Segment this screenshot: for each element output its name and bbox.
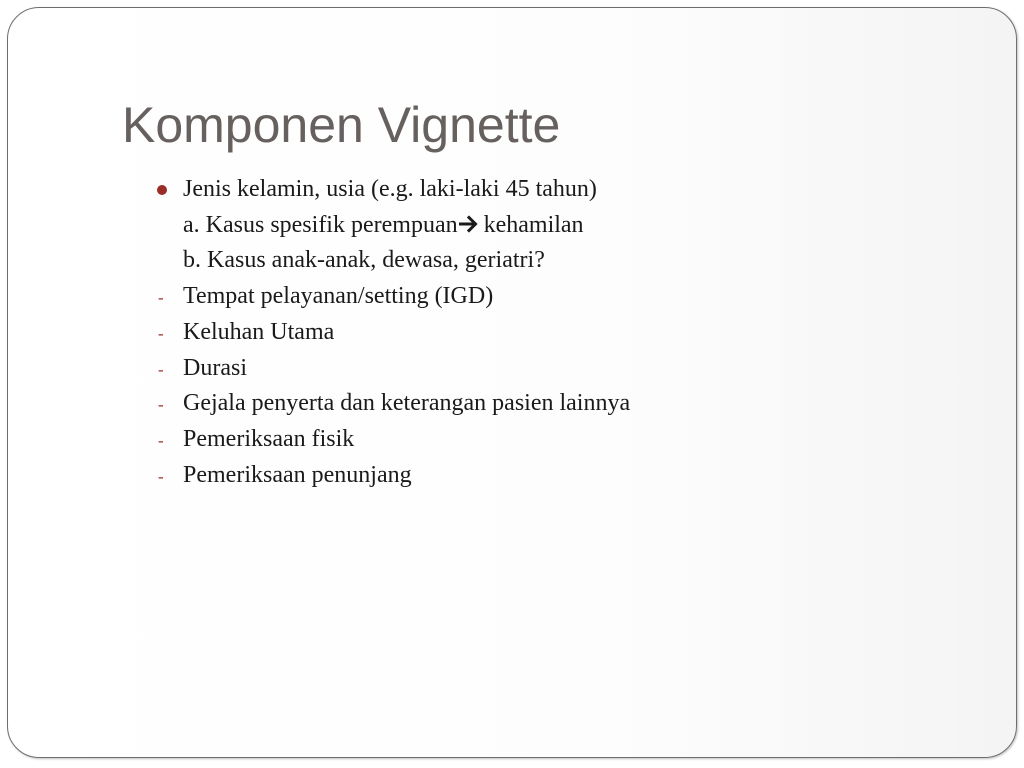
sub-item-a	[183, 208, 916, 244]
sub-item-b: b. Kasus anak-anak, dewasa, geriatri?	[183, 247, 545, 274]
sub-item-a-target: kehamilan	[483, 211, 584, 238]
list-item	[156, 422, 916, 458]
list-item	[156, 351, 916, 387]
list-item	[156, 315, 916, 351]
list-item-gender-age	[156, 172, 916, 279]
slide-title: Komponen Vignette	[122, 97, 561, 153]
bullet-dot-icon	[157, 185, 167, 195]
dash-bullet-icon: -	[158, 359, 164, 379]
list-item-text: Tempat pelayanan/setting (IGD)	[183, 283, 494, 310]
list-item-text: Jenis kelamin, usia (e.g. laki-laki 45 tahun)	[183, 176, 597, 202]
dash-bullet-icon: -	[158, 430, 164, 450]
dash-bullet-icon: -	[158, 466, 164, 486]
list-item	[156, 279, 916, 315]
list-item-text: Pemeriksaan fisik	[183, 425, 355, 452]
list-item-text: Keluhan Utama	[183, 318, 335, 345]
list-item-text: Pemeriksaan penunjang	[183, 461, 412, 488]
sub-item-a-text: a. Kasus spesifik perempuan	[183, 211, 458, 238]
list-item-text: Durasi	[183, 354, 247, 381]
list-item-text: Gejala penyerta dan keterangan pasien lainnya	[183, 390, 631, 417]
list-item	[156, 386, 916, 422]
dash-bullet-icon: -	[158, 323, 164, 343]
slide-frame	[7, 7, 1017, 758]
dash-bullet-icon: -	[158, 395, 164, 415]
dash-bullet-icon: -	[158, 288, 164, 308]
bullet-list	[156, 172, 916, 493]
right-arrow-icon	[459, 215, 479, 233]
list-item	[156, 458, 916, 494]
